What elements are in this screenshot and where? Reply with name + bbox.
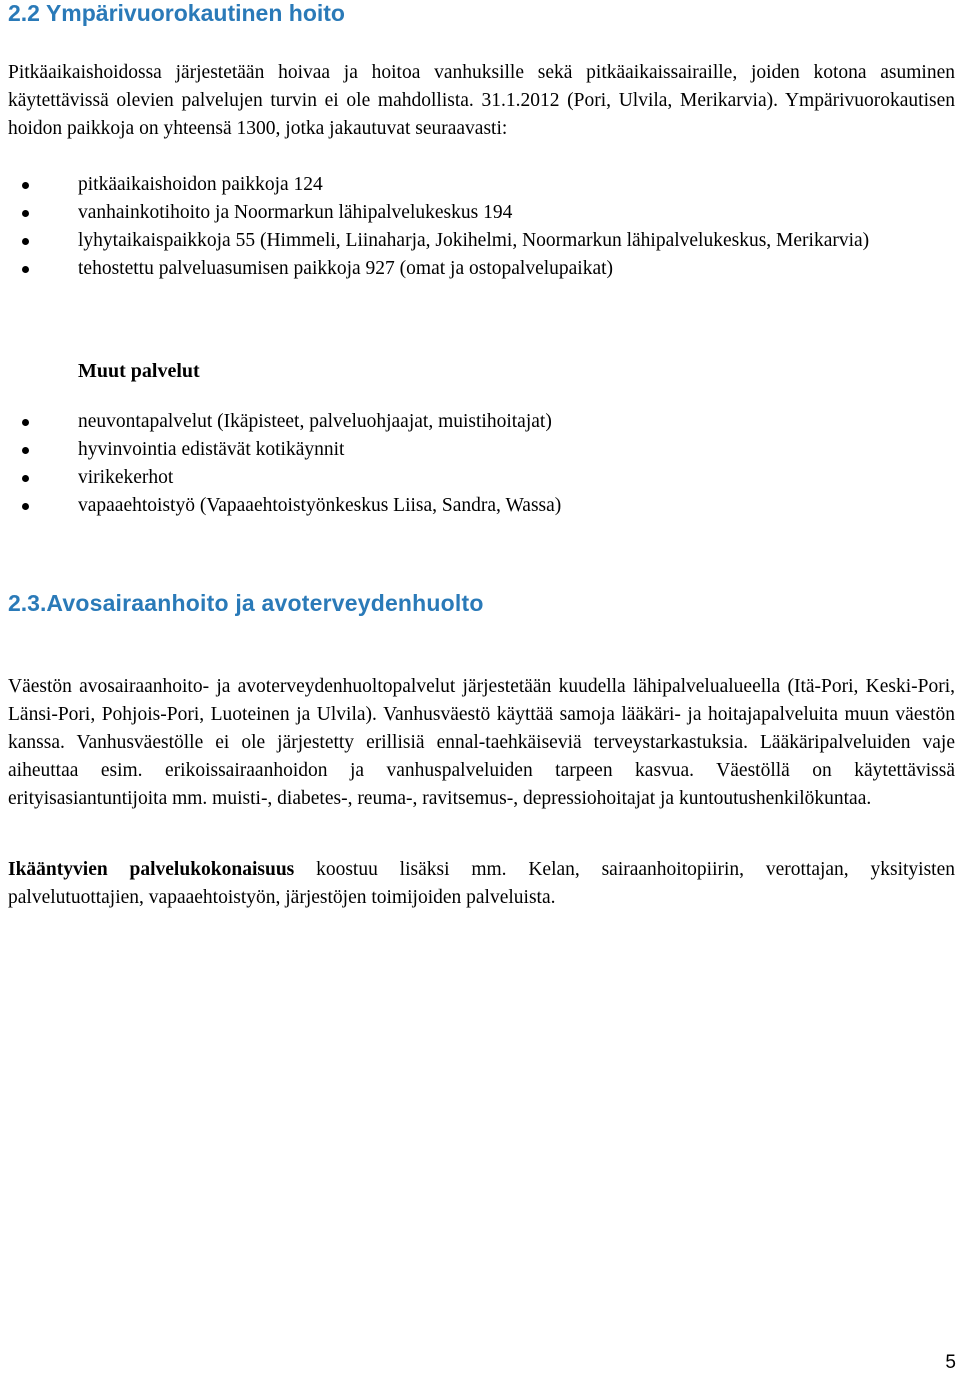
- section-number: 2.3.: [8, 590, 47, 616]
- list-item: [8, 227, 938, 255]
- closing-paragraph: [8, 856, 955, 912]
- list-item: [8, 492, 938, 520]
- list-item-text: vapaaehtoistyö (Vapaaehtoistyönkeskus Liisa, Sandra, Wassa): [78, 495, 562, 516]
- care-places-list: [8, 171, 938, 283]
- list-item-text: vanhainkotihoito ja Noormarkun lähipalvelukeskus 194: [78, 202, 513, 223]
- bullet-icon: [22, 475, 29, 482]
- list-item: [8, 464, 938, 492]
- bullet-icon: [22, 419, 29, 426]
- bullet-icon: [22, 238, 29, 245]
- page-number: 5: [945, 1352, 956, 1373]
- bullet-icon: [22, 210, 29, 217]
- list-item: [8, 436, 938, 464]
- list-item-text: virikekerhot: [78, 467, 174, 488]
- intro-paragraph: Pitkäaikaishoidossa järjestetään hoivaa ja hoitoa vanhuksille sekä pitkäaikaissairaille, joiden kotona asuminen käytettävissä olevien palvelujen turvin ei ole mahdollista. 31.1.2012 (Pori, Ulvila, Merikarvia). Ympärivuorokautisen hoidon paikkoja on yhteensä 1300, jotka jakautuvat seuraavasti:: [8, 62, 955, 139]
- list-item: [8, 408, 938, 436]
- list-item-text: pitkäaikaishoidon paikkoja 124: [78, 174, 323, 195]
- closing-bold-term: Ikääntyvien palvelukokonaisuus: [8, 859, 295, 880]
- bullet-icon: [22, 266, 29, 273]
- bullet-icon: [22, 503, 29, 510]
- bullet-icon: [22, 447, 29, 454]
- closing-text: koostuu lisäksi mm. Kelan, sairaanhoitopiirin, verottajan, yksityisten palvelutuottajien, vapaaehtoistyön, järjestöjen toimijoiden palveluista.: [8, 859, 955, 908]
- other-services-list: [8, 408, 938, 520]
- list-item: [8, 199, 938, 227]
- section-title: Avosairaanhoito ja avoterveydenhuolto: [46, 590, 484, 616]
- list-item-text: neuvontapalvelut (Ikäpisteet, palveluohjaajat, muistihoitajat): [78, 411, 552, 432]
- section-heading-2-3: [8, 590, 484, 617]
- bullet-icon: [22, 182, 29, 189]
- outpatient-paragraph: Väestön avosairaanhoito- ja avoterveydenhuoltopalvelut järjestetään kuudella lähipalvelualueella (Itä-Pori, Keski-Pori, Länsi-Pori, Pohjois-Pori, Luoteinen ja Ulvila). Vanhusväestö käyttää samoja lääkäri- ja hoitajapalveluita muun väestön kanssa. Vanhusväestölle ei ole järjestetty erillisiä ennal-taehkäiseviä terveystarkastuksia. Lääkäripalveluiden vaje aiheuttaa esim. erikoissairaanhoidon ja vanhuspalveluiden tarpeen kasvua. Väestöllä on käytettävissä erityisasiantuntijoita mm. muisti-, diabetes-, reuma-, ravitsemus-, depressiohoitajat ja kuntoutushenkilökuntaa.: [8, 676, 955, 809]
- section-heading-2-2: 2.2 Ympärivuorokautinen hoito: [8, 0, 345, 26]
- list-item: [8, 171, 938, 199]
- other-services-heading: Muut palvelut: [78, 360, 200, 382]
- list-item: [8, 255, 938, 283]
- list-item-text: lyhytaikaispaikkoja 55 (Himmeli, Liinaharja, Jokihelmi, Noormarkun lähipalvelukeskus, Merikarvia): [78, 230, 870, 251]
- list-item-text: tehostettu palveluasumisen paikkoja 927 (omat ja ostopalvelupaikat): [78, 258, 614, 279]
- list-item-text: hyvinvointia edistävät kotikäynnit: [78, 439, 345, 460]
